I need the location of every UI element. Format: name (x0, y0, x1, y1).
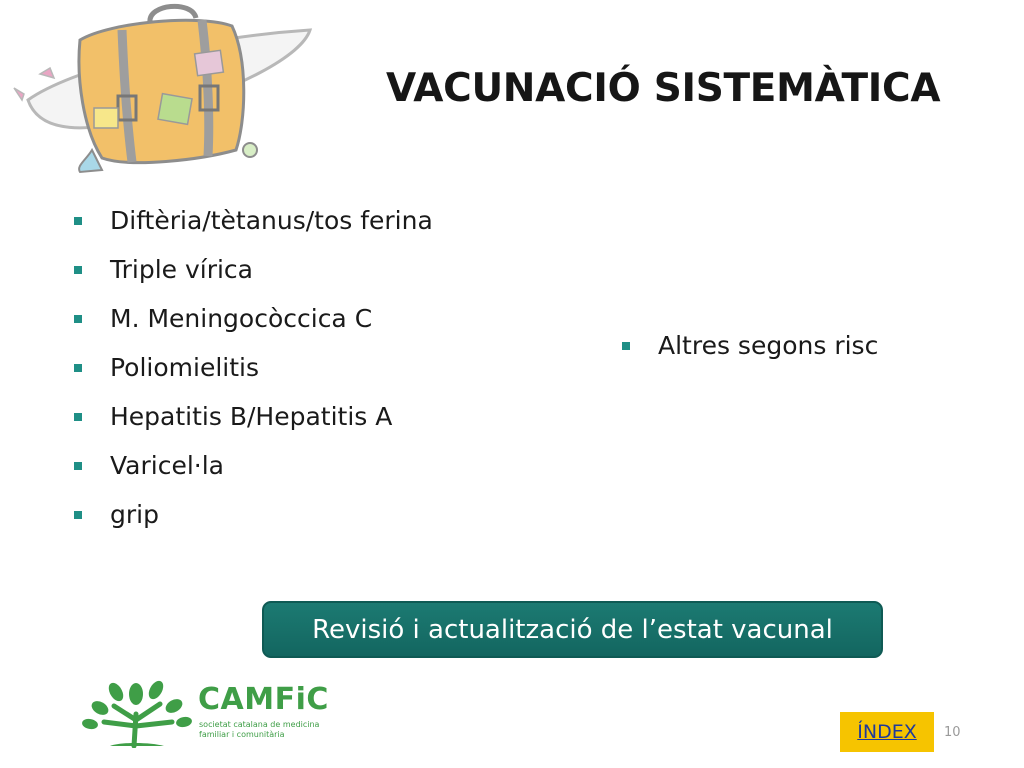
logo-subtitle-line: societat catalana de medicina (199, 720, 320, 729)
list-item (70, 196, 433, 245)
page-number: 10 (944, 725, 961, 740)
list-item-label: Hepatitis B/Hepatitis A (110, 402, 393, 431)
list-item (618, 321, 878, 370)
square-bullet-icon (622, 342, 630, 350)
list-item-label: Triple vírica (110, 255, 253, 284)
logo-subtitle-line: familiar i comunitària (199, 730, 285, 739)
list-item (70, 294, 433, 343)
list-item (70, 441, 433, 490)
list-item-label: Diftèria/tètanus/tos ferina (110, 206, 433, 235)
review-banner-label: Revisió i actualització de l’estat vacunal (312, 614, 833, 645)
square-bullet-icon (74, 217, 82, 225)
list-item-label: grip (110, 500, 159, 529)
review-banner (262, 601, 883, 658)
other-vaccines-list (618, 321, 878, 370)
logo-name: CAMFiC (198, 682, 329, 717)
square-bullet-icon (74, 266, 82, 274)
list-item-label: Altres segons risc (658, 331, 879, 360)
list-item-label: Varicel·la (110, 451, 224, 480)
square-bullet-icon (74, 462, 82, 470)
square-bullet-icon (74, 364, 82, 372)
list-item (70, 343, 433, 392)
camfic-logo (80, 676, 329, 748)
list-item (70, 245, 433, 294)
square-bullet-icon (74, 511, 82, 519)
list-item (70, 490, 433, 539)
list-item (70, 392, 433, 441)
tree-logo-icon (80, 676, 192, 748)
index-link[interactable]: ÍNDEX (840, 712, 934, 752)
square-bullet-icon (74, 413, 82, 421)
square-bullet-icon (74, 315, 82, 323)
vaccine-list (70, 196, 433, 539)
list-item-label: M. Meningocòccica C (110, 304, 373, 333)
logo-subtitle (199, 720, 319, 740)
list-item-label: Poliomielitis (110, 353, 260, 382)
suitcase-surfboard-icon (10, 0, 320, 175)
slide-title: VACUNACIÓ SISTEMÀTICA (386, 66, 941, 111)
